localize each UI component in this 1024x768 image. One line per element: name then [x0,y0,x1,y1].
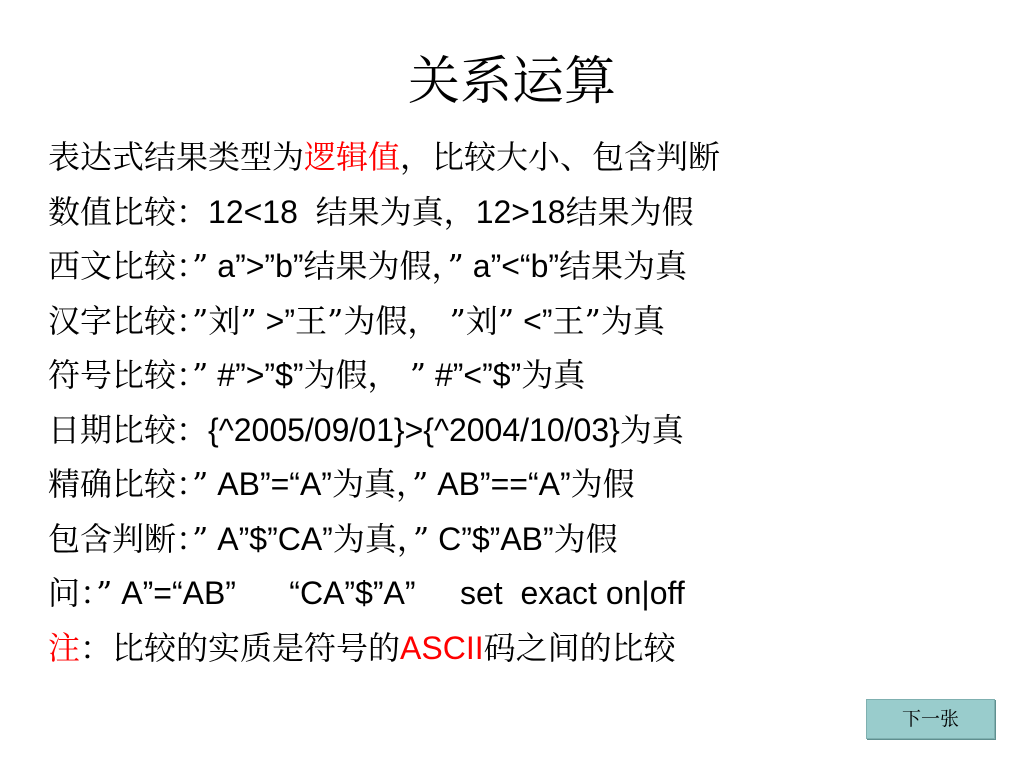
text-segment: 日期比较： [48,410,209,449]
note-marker: 注 [48,628,81,667]
text-line-note [48,621,1008,676]
text-segment: 为真，” [331,465,429,503]
text-segment: A”$”CA” [208,520,333,557]
text-segment: >” [256,302,295,339]
text-segment: AB”=“A” [208,466,332,502]
text-segment: 问：” [48,574,113,612]
text-segment: #”>”$” [208,357,304,393]
text-segment: #”<”$” [426,357,522,393]
text-segment: 12>18 [475,193,566,230]
text-line-contain-check [48,512,1008,567]
text-segment: A”=“AB” “CA”$”A” set exact on|off [112,575,685,611]
next-slide-button[interactable]: 下一张 [866,699,995,739]
text-segment: <” [514,302,553,339]
text-segment: 码之间的比较 [483,628,676,667]
text-line-exact-compare [48,457,1008,512]
text-segment: C”$”AB” [429,520,554,557]
text-segment: 12<18 [208,193,316,230]
text-segment: a”<“b” [463,248,560,284]
text-line-western-compare [48,239,1008,294]
text-segment: 结果为真 [559,247,688,285]
text-line-result-type [48,130,1008,185]
text-segment: 为假 [570,465,635,503]
text-segment: 结果为假 [565,192,694,231]
text-segment: ：比较的实质是符号的 [80,628,401,667]
text-line-symbol-compare [48,348,1008,403]
text-segment: 西文比较：” [48,247,209,285]
text-segment: 王”为真 [552,301,665,340]
text-segment: 王”为假， ”刘” [294,301,515,340]
text-segment: 符号比较：” [48,356,209,394]
highlight-logical-value: 逻辑值 [304,138,401,176]
slide-body [48,130,1008,675]
text-line-numeric-compare [48,185,1008,240]
text-segment: 表达式结果类型为 [48,138,305,176]
text-segment: a”>”b” [208,248,304,284]
slide-title: 关系运算 [407,52,616,112]
text-segment: 精确比较：” [48,465,209,503]
text-line-chinese-compare [48,294,1008,349]
text-segment: 为真 [619,410,684,449]
text-segment: {^2005/09/01}>{^2004/10/03} [208,411,620,448]
text-segment: 为假， ” [303,356,427,394]
text-segment: 为真，” [332,519,430,558]
highlight-ascii: ASCII [400,629,484,666]
text-line-date-compare [48,403,1008,458]
text-segment: 为假 [553,519,618,558]
text-segment: 结果为假，” [303,247,464,285]
text-segment: 数值比较： [48,192,209,231]
text-line-question [48,566,1008,621]
text-segment: AB”==“A” [428,466,571,502]
text-segment: ，比较大小、包含判断 [400,138,721,176]
text-segment: 汉字比较：”刘” [48,301,257,340]
text-segment: 结果为真， [315,192,476,231]
text-segment: 为真 [521,356,586,394]
text-segment: 包含判断：” [48,519,209,558]
